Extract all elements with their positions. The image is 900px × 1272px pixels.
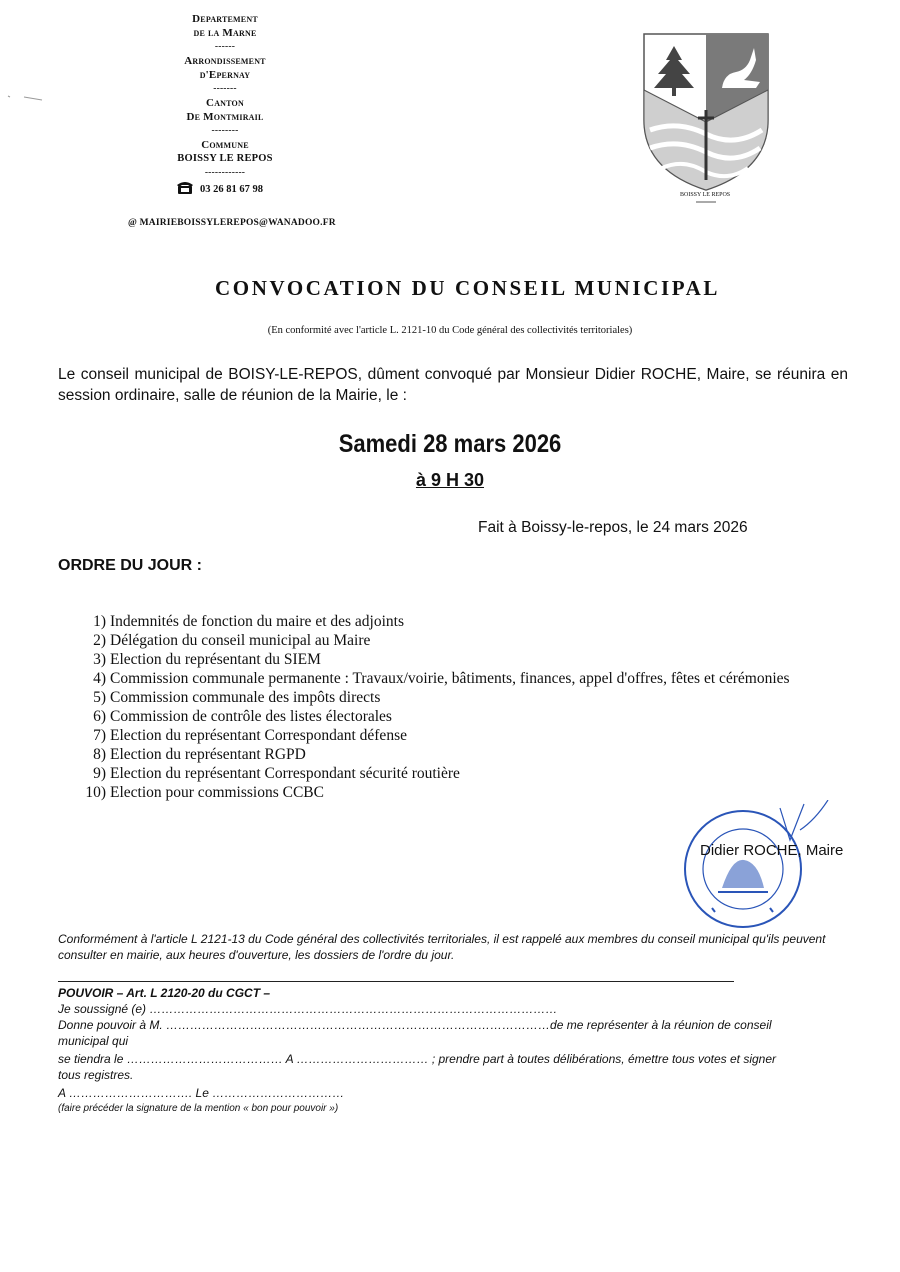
agenda-item (58, 650, 858, 669)
agenda-item-number: 7) (93, 727, 106, 744)
commune-name: BOISSY LE REPOS (177, 153, 273, 164)
agenda-list (58, 612, 858, 802)
place-and-date: Fait à Boissy-le-repos, le 24 mars 2026 (478, 519, 748, 536)
proxy-line-meeting: se tiendra le ………………………………… A …………………………… ; prendre part à toutes délibérations, émettre tous votes et signer (58, 1052, 777, 1066)
agenda-item-number: 3) (93, 651, 106, 668)
scan-mark (6, 92, 46, 104)
email-address: @ MAIRIEBOISSYLEREPOS@WANADOO.FR (128, 218, 336, 228)
agenda-item-text: Commission communale permanente : Travaux/voirie, bâtiments, finances, appel d'offres, fêtes et cérémonies (110, 670, 790, 687)
agenda-item-number: 4) (93, 670, 106, 687)
agenda-item-text: Election du représentant Correspondant défense (110, 727, 407, 744)
agenda-item-text: Election du représentant RGPD (110, 746, 306, 763)
proxy-instructions: (faire précéder la signature de la mention « bon pour pouvoir ») (58, 1103, 339, 1114)
canton-name: De Montmirail (186, 111, 264, 123)
proxy-heading: POUVOIR – Art. L 2120-20 du CGCT – (58, 986, 271, 1000)
agenda-item-number: 9) (93, 765, 106, 782)
department-name: de la Marne (193, 27, 257, 39)
municipality-header (140, 12, 310, 180)
proxy-line-meeting-cont: tous registres. (58, 1068, 134, 1082)
proxy-form (58, 985, 858, 1117)
agenda-item (58, 745, 858, 764)
agenda-item (58, 688, 858, 707)
agenda-item-text: Commission communale des impôts directs (110, 689, 381, 706)
coat-of-arms-icon (640, 30, 772, 210)
legal-reference: (En conformité avec l'article L. 2121-10 du Code général des collectivités territoriales) (267, 325, 633, 336)
divider (58, 981, 734, 982)
arrondissement-name: d'Epernay (199, 69, 251, 81)
crest-caption: BOISSY LE REPOS (680, 192, 731, 198)
agenda-item (58, 764, 858, 783)
proxy-line-mandate-cont: municipal qui (58, 1034, 129, 1048)
legal-note: Conformément à l'article L 2121-13 du Code général des collectivités territoriales, il est rappelé aux membres du conseil municipal qu'ils peuvent consulter en mairie, aux heures d'ouverture, les dossiers de l'ordre du jour. (58, 932, 826, 962)
meeting-time: à 9 H 30 (415, 470, 485, 490)
meeting-date: Samedi 28 mars 2026 (338, 430, 562, 458)
canton-label: Canton (206, 97, 244, 109)
agenda-item-number: 2) (93, 632, 106, 649)
agenda-item (58, 726, 858, 745)
separator: ------- (213, 84, 237, 94)
separator: -------- (211, 126, 239, 136)
agenda-heading: ORDRE DU JOUR : (58, 557, 203, 574)
agenda-item (58, 783, 858, 802)
agenda-item-text: Election pour commissions CCBC (110, 784, 324, 801)
signer-name: Didier ROCHE, Maire (700, 842, 844, 859)
agenda-item-text: Délégation du conseil municipal au Maire (110, 632, 371, 649)
agenda-item-number: 8) (93, 746, 106, 763)
telephone-icon (176, 180, 194, 194)
agenda-item-number: 6) (93, 708, 106, 725)
proxy-line-mandate: Donne pouvoir à M. ……………………………………………………………………………………de me représenter à la réunion de conseil (58, 1018, 772, 1032)
agenda-item-text: Indemnités de fonction du maire et des adjoints (110, 613, 404, 630)
agenda-item (58, 631, 858, 650)
agenda-item-number: 10) (85, 784, 106, 801)
proxy-line-undersigned: Je soussigné (e) ………………………………………………………………………………………… (58, 1002, 558, 1016)
agenda-item-number: 5) (93, 689, 106, 706)
convocation-text: Le conseil municipal de BOISY-LE-REPOS, dûment convoqué par Monsieur Didier ROCHE, Maire, se réunira en session ordinaire, salle de réunion de la Mairie, le : (58, 366, 848, 404)
separator: ------ (214, 42, 236, 52)
page-title: CONVOCATION DU CONSEIL MUNICIPAL (215, 276, 720, 300)
agenda-item (58, 612, 858, 631)
agenda-item-text: Commission de contrôle des listes électorales (110, 708, 392, 725)
agenda-item-text: Election du représentant du SIEM (110, 651, 321, 668)
agenda-item (58, 669, 858, 688)
phone-line (176, 180, 263, 195)
separator: ------------ (204, 168, 246, 178)
agenda-item-number: 1) (93, 613, 106, 630)
agenda-item (58, 707, 858, 726)
department-label: Departement (192, 13, 258, 25)
arrondissement-label: Arrondissement (184, 55, 266, 67)
phone-number: 03 26 81 67 98 (200, 184, 263, 195)
proxy-line-place-date: A …………………………. Le …………………………… (58, 1086, 345, 1100)
agenda-item-text: Election du représentant Correspondant sécurité routière (110, 765, 460, 782)
commune-label: Commune (201, 139, 249, 151)
